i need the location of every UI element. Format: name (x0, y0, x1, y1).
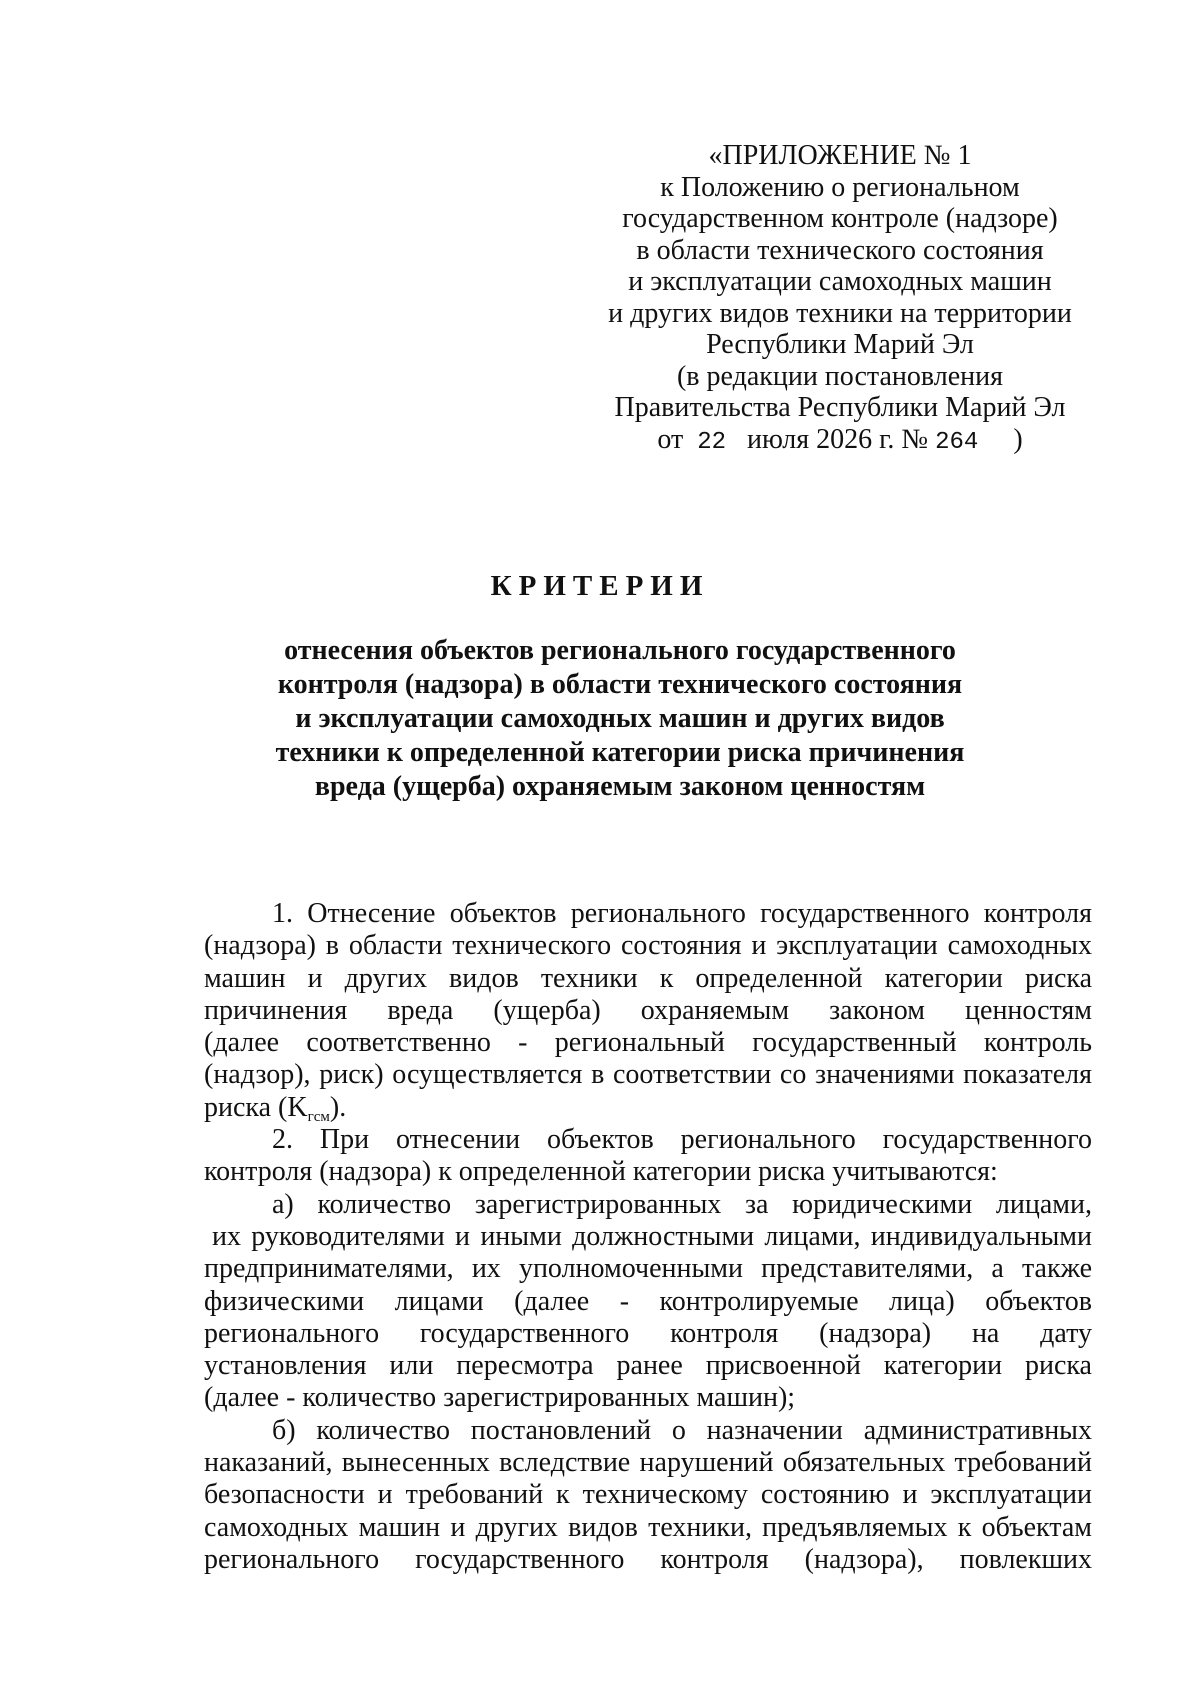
item-b-line: б) количество постановлений о назначении административных (272, 1414, 1092, 1446)
paragraph-1-line: 1. Отнесение объектов регионального государственного контроля (272, 898, 1092, 929)
annex-line: «ПРИЛОЖЕНИЕ № 1 (708, 140, 972, 171)
date-day: 22 (697, 428, 727, 456)
paragraph-1-last-line (204, 1092, 1092, 1124)
risk-indicator-subscript: гсм (307, 1108, 330, 1125)
closing-parenthesis: ) (1013, 423, 1023, 455)
subtitle-line: техники к определенной категории риска причинения (275, 737, 965, 768)
paragraph-1-line: (надзор), риск) осуществляется в соответствии со значениями показателя (204, 1059, 1092, 1091)
annex-line: Республики Марий Эл (706, 329, 974, 360)
subtitle-line: отнесения объектов регионального государственного (284, 635, 956, 666)
date-prefix: от (657, 423, 684, 455)
annex-header (600, 140, 1080, 458)
document-subtitle (250, 634, 990, 804)
subtitle-line: вреда (ущерба) охраняемым законом ценностям (314, 771, 926, 802)
paragraph-1-line: (надзора) в области технического состояния и эксплуатации самоходных (204, 930, 1092, 962)
paragraph-1-line: причинения вреда (ущерба) охраняемым законом ценностям (204, 994, 1092, 1026)
item-a-line: предпринимателями, их уполномоченными представителями, а также (204, 1253, 1092, 1285)
paragraph-1-line: машин и других видов техники к определенной категории риска (204, 962, 1092, 994)
document-number: 264 (935, 428, 979, 456)
item-a-line: (далее - количество зарегистрированных машин); (204, 1382, 796, 1414)
risk-indicator-suffix: ). (329, 1091, 347, 1123)
annex-line: и других видов техники на территории (608, 297, 1072, 329)
item-b-line: безопасности и требований к техническому состоянию и эксплуатации (204, 1479, 1092, 1511)
item-a-line: установления или пересмотра ранее присвоенной категории риска (204, 1350, 1092, 1382)
document-title: КРИТЕРИИ (490, 570, 710, 602)
subtitle-line: и эксплуатации самоходных машин и других видов (295, 703, 945, 734)
item-b-line: самоходных машин и других видов техники, предъявляемых к объектам (204, 1511, 1092, 1543)
item-a-line: физическими лицами (далее - контролируемые лица) объектов (204, 1285, 1092, 1317)
annex-line: к Положению о региональном (660, 171, 1020, 203)
risk-indicator-text: риска (K (204, 1091, 308, 1123)
annex-line: и эксплуатации самоходных машин (628, 266, 1052, 297)
item-b-line: регионального государственного контроля (надзора), повлекших (204, 1543, 1092, 1575)
item-b-line: наказаний, вынесенных вследствие нарушений обязательных требований (204, 1447, 1092, 1479)
item-a-line: регионального государственного контроля (надзора) на дату (204, 1317, 1092, 1349)
annex-line: в области технического состояния (636, 234, 1044, 266)
paragraph-1-line: (далее соответственно - региональный государственный контроль (204, 1027, 1092, 1059)
annex-line: Правительства Республики Марий Эл (614, 392, 1066, 423)
subtitle-line: контроля (надзора) в области технического состояния (277, 669, 963, 700)
annex-line: государственном контроле (надзоре) (622, 203, 1058, 234)
paragraph-2-line: контроля (надзора) к определенной категории риска учитываются: (204, 1156, 998, 1188)
annex-line: (в редакции постановления (676, 360, 1004, 392)
date-month-year: июля 2026 г. № (747, 423, 929, 455)
annex-date-line (600, 424, 1080, 459)
document-body (204, 898, 1092, 1576)
paragraph-2-line: 2. При отнесении объектов регионального государственного (272, 1124, 1092, 1156)
item-a-line: их руководителями и иными должностными лицами, индивидуальными (212, 1220, 1092, 1252)
item-a-line: а) количество зарегистрированных за юридическими лицами, (272, 1188, 1092, 1220)
